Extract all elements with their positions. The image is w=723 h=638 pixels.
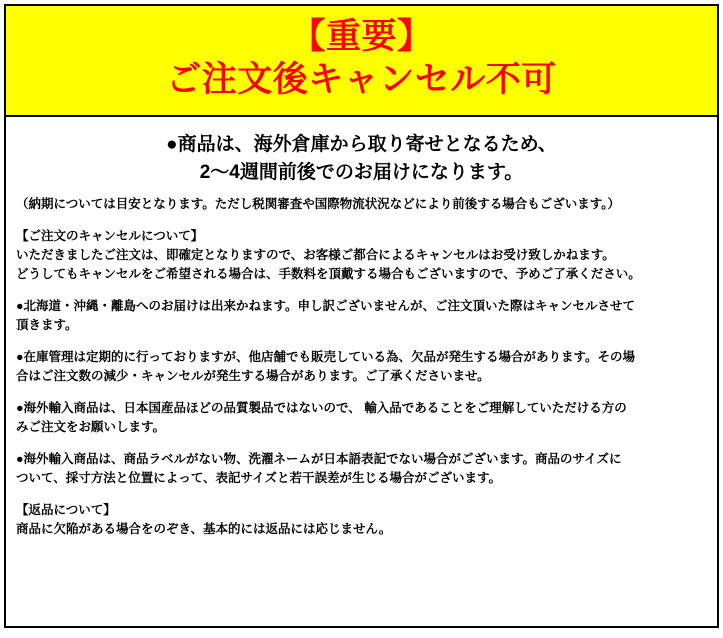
lead-line-2: 2～4週間前後でのお届けになります。	[199, 161, 524, 183]
section-cancellation-title: 【ご注文のキャンセルについて】	[16, 228, 204, 243]
lead-message	[16, 131, 707, 186]
section-stock-management-line-1: ●在庫管理は定期的に行っておりますが、他店舗でも販売している為、欠品が発生する場合があります。その場	[16, 349, 636, 364]
banner-title-important: 【重要】	[290, 17, 433, 56]
notice-frame	[4, 4, 719, 628]
section-cancellation-line-2: どうしてもキャンセルをご希望される場合は、手数料を頂戴する場合もございますので、予めご了承ください。	[16, 266, 641, 281]
section-returns	[16, 501, 707, 539]
section-import-quality-line-2: みご注文をお願いします。	[16, 419, 166, 434]
notice-body	[6, 117, 717, 626]
banner-title-no-cancel: ご注文後キャンセル不可	[166, 59, 557, 99]
section-remote-areas-line-1: ●北海道・沖縄・離島へのお届けは出来かねます。申し訳ございませんが、ご注文頂いた際はキャンセルさせて	[16, 298, 636, 313]
section-cancellation	[16, 227, 707, 284]
section-returns-title: 【返品について】	[16, 502, 116, 517]
section-cancellation-line-1: いただきましたご注文は、即確定となりますので、お客様ご都合によるキャンセルはお受け致しかねます。	[16, 247, 615, 262]
section-import-quality	[16, 399, 707, 437]
section-labels-sizing	[16, 450, 707, 488]
section-returns-line-1: 商品に欠陥がある場合をのぞき、基本的には返品には応じません。	[16, 521, 392, 536]
lead-line-1: ●商品は、海外倉庫から取り寄せとなるため、	[166, 134, 557, 156]
important-banner	[6, 6, 717, 117]
section-remote-areas	[16, 297, 707, 335]
section-import-quality-line-1: ●海外輸入商品は、日本国産品ほどの品質製品ではないので、 輸入品であることをご理解していただける方の	[16, 400, 627, 415]
section-labels-sizing-line-1: ●海外輸入商品は、商品ラベルがない物、洗濯ネームが日本語表記でない場合がございます。商品のサイズに	[16, 451, 622, 466]
section-stock-management-line-2: 合はご注文数の減少・キャンセルが発生する場合があります。ご了承くださいませ。	[16, 368, 490, 383]
delivery-estimate-note: （納期については目安となります。ただし税関審査や国際物流状況などにより前後する場合もございます。）	[16, 197, 621, 212]
section-labels-sizing-line-2: ついて、採寸方法と位置によって、表記サイズと若干誤差が生じる場合がございます。	[16, 470, 502, 485]
section-stock-management	[16, 348, 707, 386]
section-remote-areas-line-2: 頂きます。	[16, 317, 78, 332]
